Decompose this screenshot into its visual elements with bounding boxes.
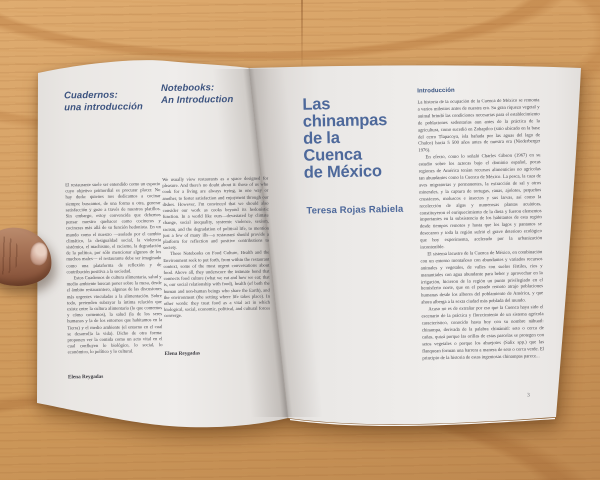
- paragraph: These Notebooks on Food Culture, Health and the Environment seek to put forth, from within the restaurant context, some of the most urgent conversations about food. Above all, they underscore the intimate bond that connects food culture (what we eat and how we eat; that is, our social relationship with food), health (of both the human and non-human beings who share the Earth), and the environment (the setting where life takes place). In other words: they treat food as a vital act in which biological, social, economic, political, and cultural forces converge.: [163, 249, 271, 319]
- right-page-content: [22, 53, 589, 436]
- paragraph: We usually view restaurants as a space designed for pleasure. And there's no doubt about it: those of us who cook for a living are always trying, in one way or another, to foster satisfaction and enjoyment through our dishes. However, I'm convinced that we should also consider our work as cooks beyond its hedonistic function. In a world like ours—devastated by climate change, social inequality, systemic violence, sexism, racism, and the degradation of political life, to mention just a few of many ills—a restaurant should provide a platform for reflection and positive contributions to society.: [162, 175, 270, 251]
- paragraph: Estos Cuadernos de cultura alimentaria, salud y medio ambiente buscan poner sobre la mesa, desde el ámbito restaurantero, algunas de las discusiones más urgentes vinculadas a la alimentación. Sobre todo, pretenden subrayar la íntima relación que existe entre la cultura alimentaria (lo que comemos y cómo comemos), la salud (la de los seres humanos y la de los entornos que habitamos en la Tierra) y el medio ambiente (el entorno en el cual se desarrolla la vida). Dicho de otra forma: proponen ver la comida como un acto vital en el cual confluyen lo biológico, lo social, lo económico, lo político y lo cultural.: [66, 274, 163, 355]
- column-introduction: [417, 98, 545, 392]
- paragraph: Acaso no es de extrañar por eso que la Cuenca haya sido el escenario de la práctica y florecimiento de un sistema agrícola característico, conocido hasta hoy con su nombre náhuatl: chinampa, derivada de la palabra chinámitl: seto o cerca de cañas, quizá porque las orillas de estas parcelas se protegen con setos vegetales o porque los ahuejotes (Salix spp.) que las flanquean forman una barrera a manera de seto o cerca verde. El principio de la historia de estas ingeniosas chinampas parece...: [421, 305, 545, 361]
- heading-english: Notebooks: An Introduction: [160, 82, 234, 106]
- paragraph: El sistema lacustre de la Cuenca de México, en combinación con un entorno montañoso con abundantes y variados recursos animales y vegetales, de valles con suelos fértiles, ríos y manantiales con agua abundante para beber y aprovechar en la irrigación, hicieron de la región un punto privilegiado en el hemisferio norte, que en el pasado remoto atrajo poblaciones humanas desde los albores del poblamiento de América, y que ahora alberga a la sexta ciudad más poblada del mundo.: [420, 250, 544, 306]
- open-book-spread: [25, 56, 585, 428]
- article-title: Las chinampas de la Cuenca de México: [302, 95, 388, 182]
- paragraph: La historia de la ocupación de la Cuenca de México se remonta a varios milenios antes de nuestra era. Su gran riqueza vegetal y animal brindó las condiciones necesarias para el establecimiento de poblaciones sedentarias aun antes de la práctica de la agricultura, como sucedió en Zohapilco (sitio ubicado en la base del cerro Tlapacoya, isla bañada por las aguas del lago de Chalco) hacia 5 500 años antes de nuestra era (Niederberger 1976).: [417, 98, 541, 154]
- thumb-nail: [29, 241, 48, 266]
- heading-spanish: Cuadernos: una introducción: [63, 89, 143, 113]
- page-number: 3: [527, 392, 530, 399]
- paragraph: En efecto, como lo señaló Charles Gibson (1967) en su estudio sobre los aztecas bajo el dominio español, pocas regiones de América tenían recursos alimenticios no agrícolas tan abundantes como la Cuenca de México. La pesca, la caza de aves migratorias y permanentes, la extracción de sal y otros minerales, y la captura de tortugas, ranas, ajolotes, pequeños crustáceos, moluscos e insectos y sus larvas, así como la recolección de algas y numerosas plantas acuáticas, constituyeron el enriquecimiento de la dieta y fueron elementos importantes en la subsistencia de los habitantes de esta región desde tiempos remotos y hasta que los lagos y pantanos se desecaron y toda la región sufrió el grave deterioro ecológico que hoy experimenta, acelerado por la urbanización incontenible.: [418, 153, 543, 251]
- thumb-knuckle-creases: [0, 235, 22, 276]
- article-author: Teresa Rojas Rabiela: [306, 203, 404, 217]
- section-heading: Introducción: [417, 87, 455, 95]
- signature-spanish: Elena Reygadas: [67, 373, 104, 381]
- paragraph: El restaurante suele ser entendido como un espacio cuyo objetivo primordial es procurar placer. No hay duda: quienes nos dedicamos a cocinar siempre buscamos, de una forma u otra, generar satisfacción y gozo a través de nuestros platillos. Sin embargo, estoy convencida que debemos pensar nuestro quehacer como cocineros y cocineras más allá de su función hedonista. En un mundo como el nuestro —asolado por el cambio climático, la desigualdad social, la violencia sistémica, el machismo, el racismo, la degradación de la política, por sólo mencionar algunos de los muchos males— el restaurante debe ser imaginado como una plataforma de reflexión y de contribución positiva a la sociedad.: [65, 181, 162, 275]
- signature-english: Elena Reygadas: [164, 350, 200, 358]
